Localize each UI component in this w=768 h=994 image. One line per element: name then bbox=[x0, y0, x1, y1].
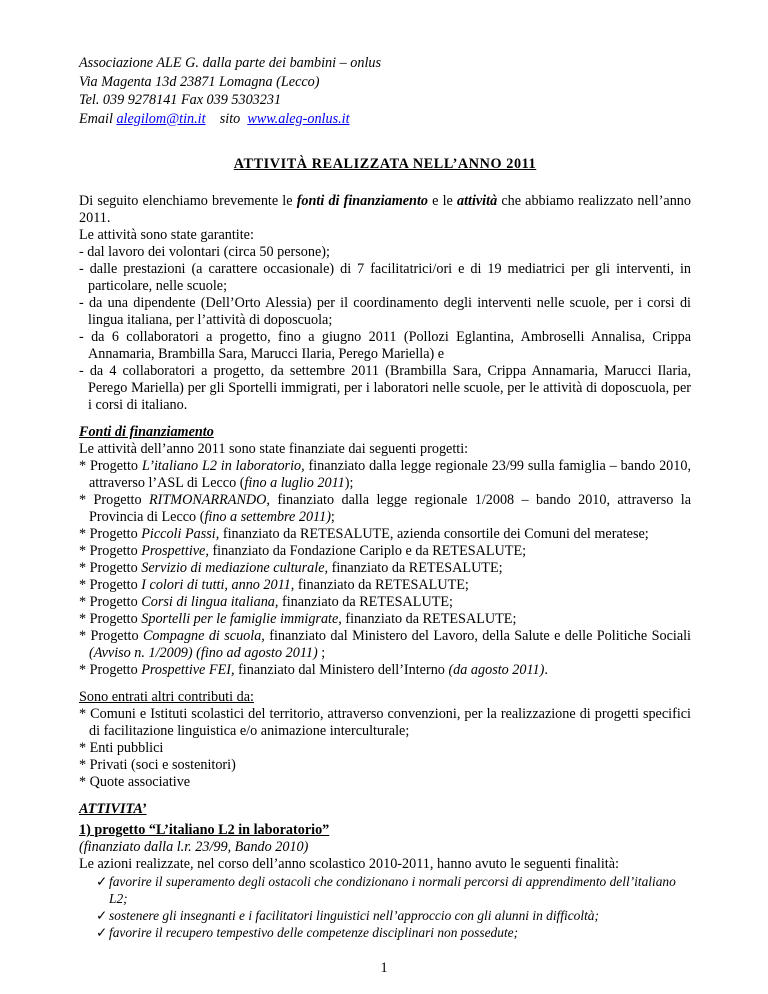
document-title: ATTIVITÀ REALIZZATA NELL’ANNO 2011 bbox=[233, 156, 537, 172]
project-name: Servizio di mediazione culturale, bbox=[141, 560, 329, 576]
list-item: - da una dipendente (Dell’Orto Alessia) per il coordinamento degli interventi nelle scuole, per i corsi di lingua italiana, per l’attività di doposcuola; bbox=[79, 295, 691, 328]
project-title: 1) progetto “L’italiano L2 in laboratorio” bbox=[79, 822, 330, 838]
project-post: finanziato da RETESALUTE; bbox=[278, 594, 453, 610]
funding-lead: Le attività dell’anno 2011 sono state finanziate dai seguenti progetti: bbox=[79, 441, 469, 457]
org-address: Via Magenta 13d 23871 Lomagna (Lecco) bbox=[79, 73, 320, 90]
goal-item bbox=[79, 924, 691, 941]
funding-note-text: (finanziato dalla l.r. 23/99, Bando 2010) bbox=[79, 839, 309, 855]
project-end: . bbox=[544, 662, 548, 678]
project-post: finanziato da Fondazione Cariplo e da RETESALUTE; bbox=[208, 543, 527, 559]
intro-text: Di seguito elenchiamo brevemente le bbox=[79, 193, 297, 209]
project-pre: * Progetto bbox=[79, 526, 142, 542]
project-post: finanziato da RETESALUTE; bbox=[294, 577, 469, 593]
project-pre: * Progetto bbox=[79, 543, 142, 559]
project-note: fino a luglio 2011 bbox=[244, 475, 345, 491]
list-item: - da 4 collaboratori a progetto, da settembre 2011 (Brambilla Sara, Crippa Annamaria, Marucci Ilaria, Perego Mariella) per gli Sportelli immigrati, per i laboratori nelle scuole, per le attività di doposcuola, per i corsi di italiano. bbox=[79, 363, 691, 413]
email-link[interactable]: alegilom@tin.it bbox=[116, 110, 206, 127]
project-post: finanziato dalla legge regionale 23/99 sulla famiglia – bando 2010, attraverso l’ASL di Lecco ( bbox=[89, 458, 692, 491]
funding-project-item bbox=[79, 458, 691, 492]
goal-text: sostenere gli insegnanti e i facilitatori linguistici nell’approccio con gli alunni in difficoltà; bbox=[109, 908, 599, 923]
project-post: finanziato da RETESALUTE; bbox=[328, 560, 503, 576]
project-pre: * Progetto bbox=[79, 628, 143, 644]
project-name: Sportelli per le famiglie immigrate, bbox=[141, 611, 342, 627]
project-name: RITMONARRANDO, bbox=[148, 492, 270, 508]
project-pre: * Progetto bbox=[79, 611, 142, 627]
funding-projects-list bbox=[79, 458, 691, 679]
project-pre: * Progetto bbox=[79, 492, 149, 508]
funding-project-item bbox=[79, 662, 691, 679]
project-post: finanziato dalla legge regionale 1/2008 – bando 2010, attraverso la Provincia di Lecco ( bbox=[89, 492, 691, 525]
checkmark-icon: ✓ bbox=[96, 874, 108, 889]
goal-item bbox=[79, 907, 691, 924]
funding-project-item bbox=[79, 492, 691, 526]
project-note: fino a settembre 2011) bbox=[204, 509, 331, 525]
funding-project-item bbox=[79, 577, 691, 594]
contributions-heading: Sono entrati altri contributi da: bbox=[79, 689, 254, 705]
intro-text: che abbiamo realizzato nell’anno 2011. bbox=[79, 193, 691, 226]
checkmark-icon: ✓ bbox=[96, 908, 108, 923]
funding-project-item bbox=[79, 543, 691, 560]
list-item: * Comuni e Istituti scolastici del territorio, attraverso convenzioni, per la realizzazione di progetti specifici di facilitazione linguistica e/o animazione interculturale; bbox=[79, 706, 691, 739]
project-pre: * Progetto bbox=[79, 458, 142, 474]
project-name: I colori di tutti, anno 2011, bbox=[141, 577, 295, 593]
project-pre: * Progetto bbox=[79, 594, 142, 610]
project-note: (Avviso n. 1/2009) (fino ad agosto 2011) bbox=[89, 645, 318, 661]
project-end: ; bbox=[330, 509, 335, 525]
project-post: finanziato da RETESALUTE, azienda consortile dei Comuni del meratese; bbox=[219, 526, 649, 542]
project-pre: * Progetto bbox=[79, 560, 142, 576]
project-name: L’italiano L2 in laboratorio, bbox=[141, 458, 305, 474]
project-post: finanziato dal Ministero del Lavoro, della Salute e delle Politiche Sociali bbox=[264, 628, 691, 644]
intro-emphasis-activities: attività bbox=[456, 193, 498, 209]
intro-paragraph bbox=[79, 193, 691, 227]
project-end: ); bbox=[344, 475, 354, 491]
org-contacts bbox=[79, 111, 691, 130]
intro-text: e le bbox=[427, 193, 457, 209]
intro-emphasis-funding: fonti di finanziamento bbox=[296, 193, 428, 209]
goal-item bbox=[79, 873, 691, 907]
email-label: Email bbox=[79, 110, 117, 127]
list-item: * Enti pubblici bbox=[79, 740, 164, 756]
list-item: - da 6 collaboratori a progetto, fino a giugno 2011 (Pollozi Eglantina, Ambroselli Annalisa, Crippa Annamaria, Brambilla Sara, Marucci Ilaria, Perego Mariella) e bbox=[79, 329, 691, 362]
project-funding-note bbox=[79, 839, 691, 856]
guaranteed-lead: Le attività sono state garantite: bbox=[79, 227, 254, 243]
project-post: finanziato da RETESALUTE; bbox=[341, 611, 517, 627]
project-name: Compagne di scuola, bbox=[142, 628, 265, 644]
project-note: (da agosto 2011) bbox=[448, 662, 545, 678]
project-name: Corsi di lingua italiana, bbox=[141, 594, 279, 610]
funding-project-item bbox=[79, 526, 691, 543]
funding-project-item bbox=[79, 628, 691, 662]
activities-lead: Le azioni realizzate, nel corso dell’anno scolastico 2010-2011, hanno avuto le seguenti finalità: bbox=[79, 856, 619, 872]
funding-project-item bbox=[79, 594, 691, 611]
checkmark-icon: ✓ bbox=[96, 925, 108, 940]
project-pre: * Progetto bbox=[79, 662, 142, 678]
page-number: 1 bbox=[380, 960, 388, 976]
project-name: Piccoli Passi, bbox=[141, 526, 220, 542]
list-item: * Quote associative bbox=[79, 774, 191, 790]
site-label: sito bbox=[205, 110, 248, 127]
letterhead bbox=[79, 55, 691, 129]
funding-project-item bbox=[79, 611, 691, 628]
org-phone-fax: Tel. 039 9278141 Fax 039 5303231 bbox=[79, 92, 282, 108]
list-item: - dal lavoro dei volontari (circa 50 persone); bbox=[79, 244, 330, 260]
project-name: Prospettive, bbox=[141, 543, 209, 559]
goal-text: favorire il superamento degli ostacoli che condizionano i normali percorsi di apprendimento dell’italiano L2; bbox=[109, 874, 676, 906]
activities-heading: ATTIVITA’ bbox=[79, 801, 147, 817]
list-item: * Privati (soci e sostenitori) bbox=[79, 757, 236, 773]
project-post: finanziato dal Ministero dell’Interno bbox=[234, 662, 449, 678]
project-name: Prospettive FEI, bbox=[141, 662, 235, 678]
document-page bbox=[79, 55, 691, 941]
funding-heading: Fonti di finanziamento bbox=[79, 424, 214, 440]
project-pre: * Progetto bbox=[79, 577, 142, 593]
website-link[interactable]: www.aleg-onlus.it bbox=[247, 110, 350, 127]
funding-project-item bbox=[79, 560, 691, 577]
org-name: Associazione ALE G. dalla parte dei bambini – onlus bbox=[79, 55, 382, 71]
goal-text: favorire il recupero tempestivo delle competenze disciplinari non possedute; bbox=[109, 925, 519, 940]
project-end: ; bbox=[317, 645, 326, 661]
list-item: - dalle prestazioni (a carattere occasionale) di 7 facilitatrici/ori e di 19 mediatrici per gli interventi, in particolare, nelle scuole; bbox=[79, 261, 691, 294]
